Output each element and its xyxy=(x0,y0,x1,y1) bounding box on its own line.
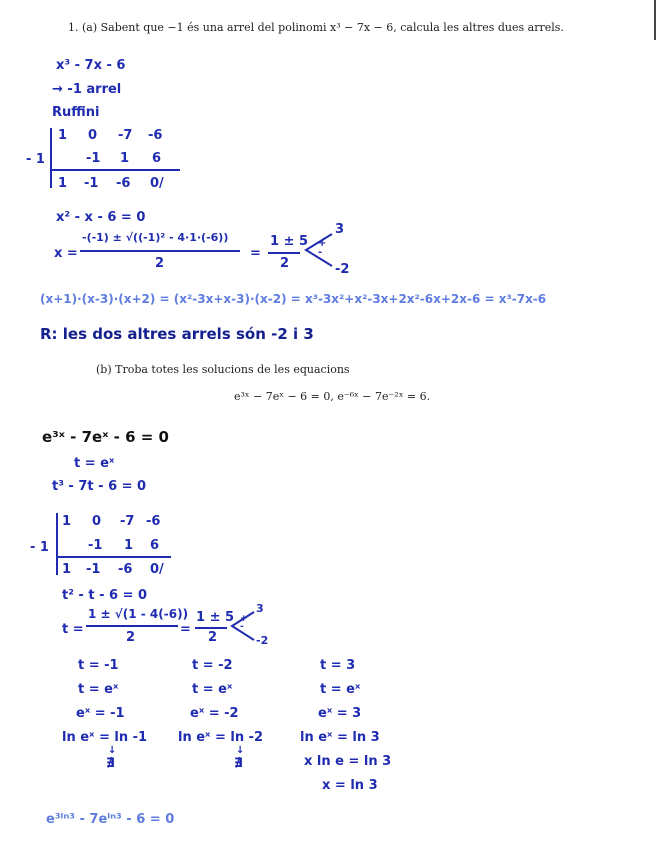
formula-b-equals: = xyxy=(180,622,191,637)
ruffini-b-r1-c1: 1 xyxy=(62,514,72,529)
polynomial: x³ - 7x - 6 xyxy=(56,58,126,73)
formula-a-simpl-num: 1 ± 5 xyxy=(270,234,309,249)
col1-no-solution: ∄ xyxy=(106,756,115,771)
ruffini-b-r3-c4: 0/ xyxy=(150,562,164,577)
ruffini-a-r3-c4: 0/ xyxy=(150,176,164,191)
known-root: → -1 arrel xyxy=(52,82,122,97)
branch-b-plus: 3 xyxy=(256,602,264,615)
problem-b-equations: e³ˣ − 7eˣ − 6 = 0, e⁻⁶ˣ − 7e⁻²ˣ = 6. xyxy=(234,390,431,403)
ruffini-b-r3-c3: -6 xyxy=(118,562,133,577)
ruffini-b-r1-c3: -7 xyxy=(120,514,135,529)
ruffini-b-r3-c2: -1 xyxy=(86,562,101,577)
ruffini-a-r2-c2: -1 xyxy=(86,151,101,166)
col1-line3: eˣ = -1 xyxy=(76,706,125,721)
ruffini-b-r3-c1: 1 xyxy=(62,562,72,577)
ruffini-b-r2-c3: 1 xyxy=(124,538,134,553)
problem-b-text: (b) Troba totes les solucions de les equacions xyxy=(96,363,350,376)
col1-line1: t = -1 xyxy=(78,658,119,673)
col3-line6: x = ln 3 xyxy=(322,778,378,793)
check-line: (x+1)·(x-3)·(x+2) = (x²-3x+x-3)·(x-2) = x³-3x²+x²-3x+2x²-6x+2x-6 = x³-7x-6 xyxy=(40,292,547,306)
ruffini-a-r3-c3: -6 xyxy=(116,176,131,191)
col3-line3: eˣ = 3 xyxy=(318,706,362,721)
ruffini-b-divisor: - 1 xyxy=(30,540,49,555)
ruffini-b-vertical-line xyxy=(56,513,58,575)
branch-a-plus: 3 xyxy=(335,222,345,237)
check-b: e³ˡⁿ³ - 7eˡⁿ³ - 6 = 0 xyxy=(46,812,175,827)
branch-a-signs: + - xyxy=(318,238,327,258)
formula-a-simpl-bar xyxy=(268,252,300,254)
ruffini-a-r1-c4: -6 xyxy=(148,128,163,143)
branch-b-minus: -2 xyxy=(256,634,269,647)
substitution: t = eˣ xyxy=(74,456,115,471)
ruffini-a-divisor: - 1 xyxy=(26,152,45,167)
quadratic-b: t² - t - 6 = 0 xyxy=(62,588,148,603)
problem-a-text: 1. (a) Sabent que −1 és una arrel del polinomi x³ − 7x − 6, calcula les altres dues arrels. xyxy=(68,21,564,34)
ruffini-b-r1-c2: 0 xyxy=(92,514,102,529)
formula-a-fraction-bar xyxy=(80,250,240,252)
col2-line2: t = eˣ xyxy=(192,682,233,697)
col2-line4: ln eˣ = ln -2 xyxy=(178,730,264,745)
col2-line1: t = -2 xyxy=(192,658,233,673)
ruffini-a-r2-c4: 6 xyxy=(152,151,162,166)
branch-a-minus: -2 xyxy=(335,262,350,277)
answer-a: R: les dos altres arrels són -2 i 3 xyxy=(40,325,314,343)
ruffini-horizontal-line xyxy=(50,169,180,171)
formula-b-denominator: 2 xyxy=(126,630,136,645)
formula-a-denominator: 2 xyxy=(155,256,165,271)
method-label: Ruffini xyxy=(52,105,100,120)
formula-b-simpl-den: 2 xyxy=(208,630,218,645)
ruffini-a-r3-c1: 1 xyxy=(58,176,68,191)
branch-b-signs: + - xyxy=(240,614,248,632)
cubic-b: t³ - 7t - 6 = 0 xyxy=(52,479,147,494)
col1-line2: t = eˣ xyxy=(78,682,119,697)
ruffini-vertical-line xyxy=(50,128,52,188)
ruffini-b-horizontal-line xyxy=(56,556,171,558)
equation-b: e³ˣ - 7eˣ - 6 = 0 xyxy=(42,428,169,446)
ruffini-a-r3-c2: -1 xyxy=(84,176,99,191)
col3-line5: x ln e = ln 3 xyxy=(304,754,392,769)
formula-b-simpl-num: 1 ± 5 xyxy=(196,610,235,625)
col3-line4: ln eˣ = ln 3 xyxy=(300,730,380,745)
ruffini-b-r2-c4: 6 xyxy=(150,538,160,553)
ruffini-b-r1-c4: -6 xyxy=(146,514,161,529)
ruffini-a-r1-c3: -7 xyxy=(118,128,133,143)
col3-line2: t = eˣ xyxy=(320,682,361,697)
formula-b-simpl-bar xyxy=(195,627,227,629)
col2-arrow: ↓ xyxy=(236,745,245,756)
formula-a-simpl-den: 2 xyxy=(280,256,290,271)
ruffini-b-r2-c2: -1 xyxy=(88,538,103,553)
col1-arrow: ↓ xyxy=(108,745,117,756)
formula-a-lhs: x = xyxy=(54,246,78,261)
ruffini-a-r1-c2: 0 xyxy=(88,128,98,143)
ruffini-a-r2-c3: 1 xyxy=(120,151,130,166)
formula-b-numerator: 1 ± √(1 - 4(-6)) xyxy=(88,607,189,621)
ruffini-a-r1-c1: 1 xyxy=(58,128,68,143)
col1-line4: ln eˣ = ln -1 xyxy=(62,730,148,745)
formula-b-fraction-bar xyxy=(86,625,178,627)
col3-line1: t = 3 xyxy=(320,658,356,673)
formula-a-numerator: -(-1) ± √((-1)² - 4·1·(-6)) xyxy=(82,231,229,244)
formula-a-equals: = xyxy=(250,246,261,261)
quadratic-a: x² - x - 6 = 0 xyxy=(56,210,146,225)
formula-b-lhs: t = xyxy=(62,622,84,637)
col2-line3: eˣ = -2 xyxy=(190,706,239,721)
col2-no-solution: ∄ xyxy=(234,756,243,771)
